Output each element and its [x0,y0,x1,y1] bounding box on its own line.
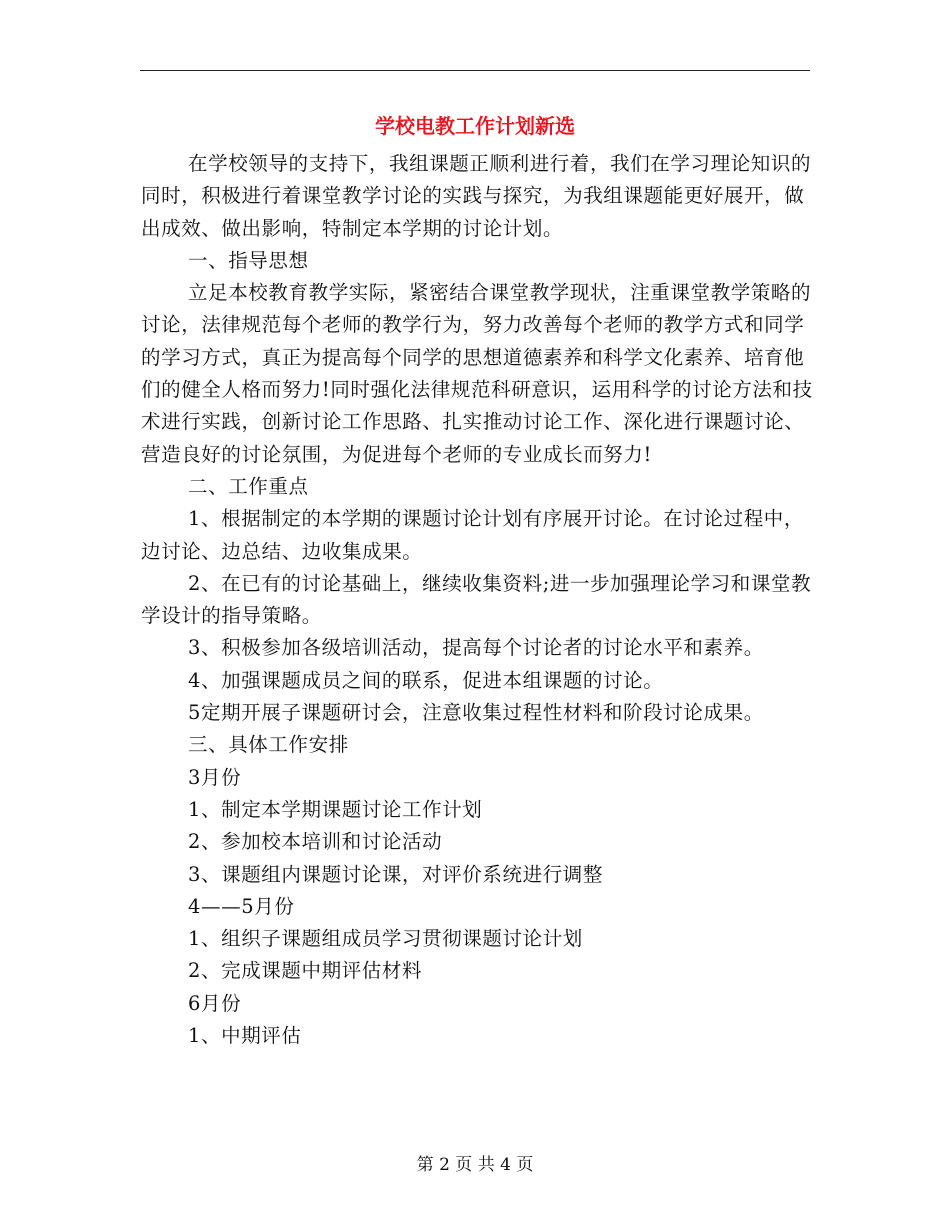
heading-work-focus: 二、工作重点 [188,474,309,498]
schedule-month-heading: 4——5月份 [188,894,295,918]
heading-guiding-ideology: 一、指导思想 [188,248,309,272]
list-item: 2、完成课题中期评估材料 [188,959,423,983]
list-item: 1、根据制定的本学期的课题讨论计划有序展开讨论。在讨论过程中，边讨论、边总结、边收集成果。 [141,507,805,563]
schedule-month-heading: 6月份 [188,991,242,1015]
list-item: 1、中期评估 [188,1024,302,1048]
paragraph-guiding-ideology: 立足本校教育教学实际，紧密结合课堂教学现状，注重课堂教学策略的讨论，法律规范每个老师的教学行为，努力改善每个老师的教学方式和同学的学习方式，真正为提高每个同学的思想道德素养和科学文化素养、培育他们的健全人格而努力!同时强化法律规范科研意识，运用科学的讨论方法和技术进行实践，创新讨论工作思路、扎实推动讨论工作、深化进行课题讨论、营造良好的讨论氛围，为促进每个老师的专业成长而努力! [141,281,813,466]
page-number: 第 2 页 共 4 页 [416,1155,534,1175]
heading-work-schedule: 三、具体工作安排 [188,733,349,757]
list-item: 2、参加校本培训和讨论活动 [188,830,443,854]
list-item: 3、课题组内课题讨论课，对评价系统进行调整 [188,862,604,886]
paragraph-intro: 在学校领导的支持下，我组课题正顺利进行着，我们在学习理论知识的同时，积极进行着课堂教学讨论的实践与探究，为我组课题能更好展开，做出成效、做出影响，特制定本学期的讨论计划。 [141,152,812,240]
list-item: 4、加强课题成员之间的联系，促进本组课题的讨论。 [188,668,664,692]
list-item: 5定期开展子课题研讨会，注意收集过程性材料和阶段讨论成果。 [188,701,764,725]
list-item: 3、积极参加各级培训活动，提高每个讨论者的讨论水平和素养。 [188,636,764,660]
document-body [141,148,821,1052]
list-item: 2、在已有的讨论基础上，继续收集资料;进一步加强理论学习和课堂教学设计的指导策略。 [141,571,812,628]
header-rule [140,70,810,71]
list-item: 1、制定本学期课题讨论工作计划 [188,797,483,821]
list-item: 1、组织子课题组成员学习贯彻课题讨论计划 [188,927,583,951]
document-title: 学校电教工作计划新选 [375,114,575,138]
schedule-month-heading: 3月份 [188,765,242,789]
